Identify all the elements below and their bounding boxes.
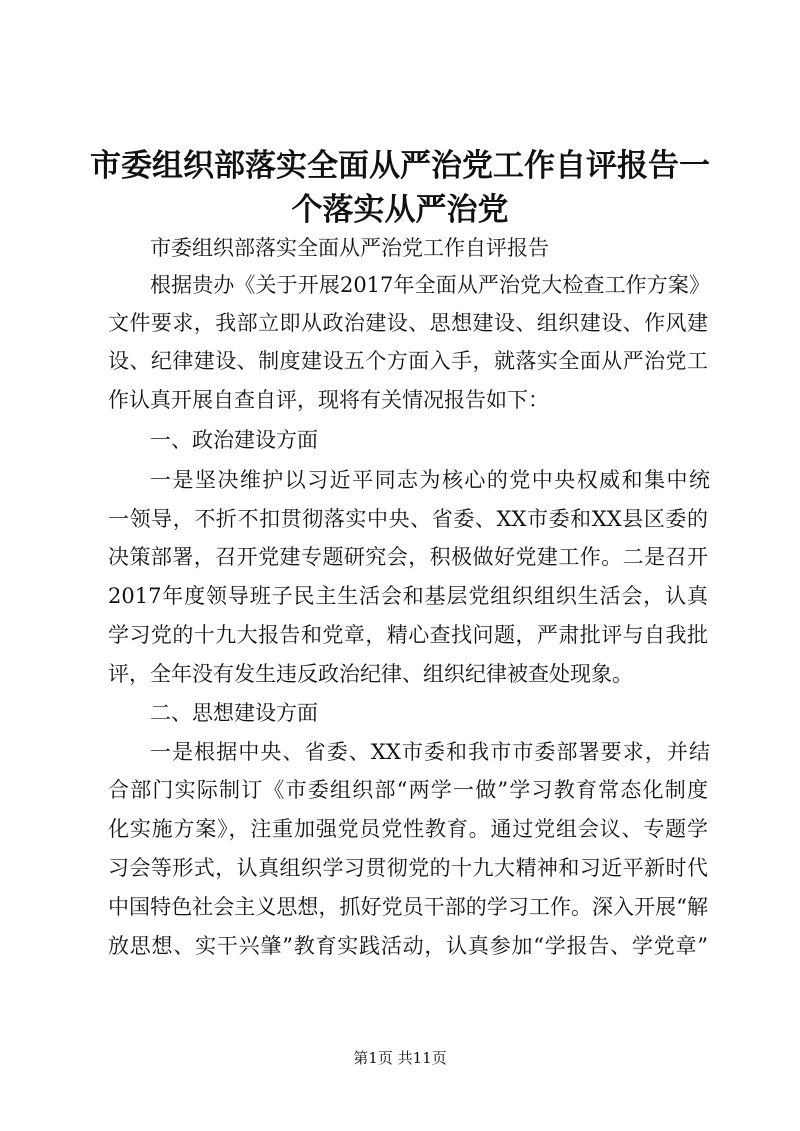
paragraph-line: 设、纪律建设、制度建设五个方面入手，就落实全面从严治党工 [108, 349, 708, 373]
paragraph-line: 决策部署，召开党建专题研究会，积极做好党建工作。二是召开 [108, 545, 708, 569]
paragraph-line: 合部门实际制订《市委组织部“两学一做”学习教育常态化制度 [108, 778, 708, 802]
section-heading: 一、政治建设方面 [150, 428, 318, 452]
document-title-line-1: 市委组织部落实全面从严治党工作自评报告一 [90, 148, 710, 184]
paragraph-line: 评，全年没有发生违反政治纪律、组织纪律被查处现象。 [108, 662, 633, 686]
paragraph-line: 中国特色社会主义思想，抓好党员干部的学习工作。深入开展“解 [108, 895, 708, 919]
paragraph-line: 作认真开展自查自评，现将有关情况报告如下： [108, 388, 549, 412]
paragraph-line: 习会等形式，认真组织学习贯彻党的十九大精神和习近平新时代 [108, 856, 708, 880]
paragraph-line: 学习党的十九大报告和党章，精心查找问题，严肃批评与自我批 [108, 623, 708, 647]
document-subtitle: 市委组织部落实全面从严治党工作自评报告 [150, 236, 549, 260]
section-heading: 二、思想建设方面 [150, 701, 318, 725]
paragraph-line: 根据贵办《关于开展2017年全面从严治党大检查工作方案》 [150, 273, 710, 297]
paragraph-line: 一是坚决维护以习近平同志为核心的党中央权威和集中统 [150, 468, 710, 492]
paragraph-line: 一领导，不折不扣贯彻落实中央、省委、XX市委和XX县区委的 [108, 507, 708, 531]
paragraph-line: 化实施方案》，注重加强党员党性教育。通过党组会议、专题学 [108, 817, 708, 841]
paragraph-line: 文件要求，我部立即从政治建设、思想建设、组织建设、作风建 [108, 311, 708, 335]
document-title-line-2: 个落实从严治党 [291, 192, 509, 228]
paragraph-line: 一是根据中央、省委、XX市委和我市市委部署要求，并结 [150, 740, 710, 764]
paragraph-line: 2017年度领导班子民主生活会和基层党组织组织生活会，认真 [108, 584, 708, 608]
paragraph-line: 放思想、实干兴肇”教育实践活动，认真参加“学报告、学党章” [108, 934, 708, 958]
page-footer: 第1页 共11页 [353, 1049, 447, 1067]
